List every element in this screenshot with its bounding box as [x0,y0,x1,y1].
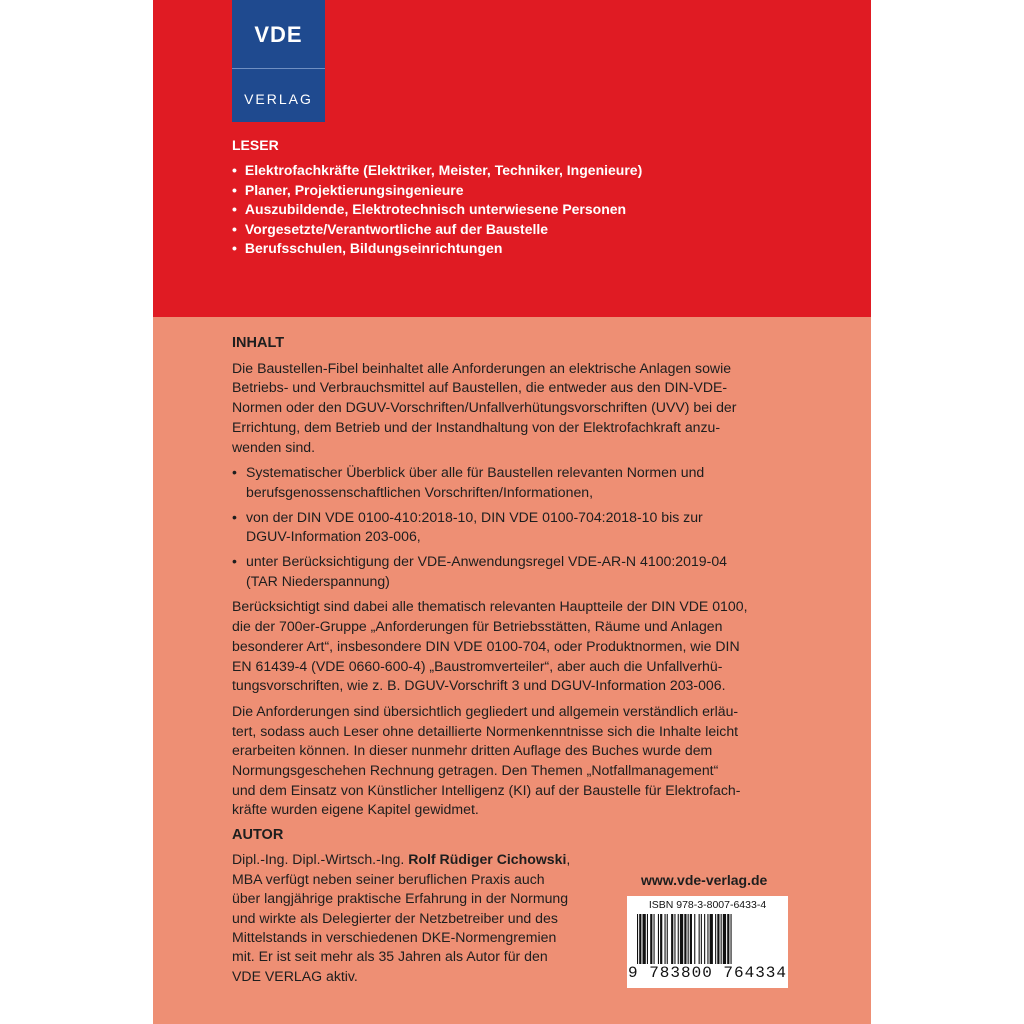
barcode-bar [727,914,729,964]
barcode-icon [635,914,780,964]
barcode-bar [658,914,659,964]
barcode-bar [680,914,683,964]
autor-bio: MBA verfügt neben seiner beruflichen Praxis auch über langjährige praktische Erfahrung in der Normung und wirkte als Delegierter der Netzbetreiber und des Mittelstands in verschiedenen DKE-Normengremien mit. Er ist seit mehr als 35 Jahren als Autor für den VDE VERLAG aktiv. [232,870,569,984]
barcode-bar [688,914,689,964]
autor-heading: AUTOR [232,827,284,843]
leser-item: • Berufsschulen, Bildungseinrichtungen [232,239,642,259]
barcode-bar [715,914,716,964]
barcode-bar [707,914,708,964]
inhalt-paragraph: Berücksichtigt sind dabei alle thematisch relevanten Hauptteile der DIN VDE 0100, die der 700er-Gruppe „Anforderungen für Betriebsstätten, Räume und Anlagen besonderer Art“, insbesondere DIN VDE 0100-704, oder Produktnormen, wie DIN EN 61439-4 (VDE 0660-600-4) „Baustromverteiler“, aber auch die Unfallverhü- tungsvorschriften, wie z. B. DGUV-Vorschrift 3 und DGUV-Information 203-006. [232,598,748,694]
barcode-bar [671,914,673,964]
inhalt-bullet: • von der DIN VDE 0100-410:2018-10, DIN VDE 0100-704:2018-10 bis zur DGUV-Information 203-006, [232,508,872,547]
barcode-bar [723,914,726,964]
barcode-bar [643,914,646,964]
barcode-bar [684,914,686,964]
barcode-bar [654,914,655,964]
leser-item: • Elektrofachkräfte (Elektriker, Meister, Techniker, Ingenieure) [232,161,642,181]
barcode-bar [694,914,695,964]
inhalt-bullet: • Systematischer Überblick über alle für Baustellen relevanten Normen und berufsgenossenschaftlichen Vorschriften/Informationen, [232,463,872,502]
book-back-cover [153,0,871,1024]
publisher-url[interactable]: www.vde-verlag.de [641,872,768,888]
barcode-bar [647,914,648,964]
barcode-bar [639,914,641,964]
isbn-barcode [627,896,788,988]
inhalt-section [232,334,872,826]
barcode-bar [710,914,713,964]
logo-divider [232,68,325,69]
leser-item: • Planer, Projektierungsingenieure [232,181,642,201]
leser-item: • Vorgesetzte/Verantwortliche auf der Baustelle [232,220,642,240]
logo-sub: VERLAG [244,91,313,107]
leser-heading: LESER [232,137,279,153]
leser-list [232,161,642,259]
barcode-bar [660,914,662,964]
barcode-bar [717,914,719,964]
barcode-bar [701,914,702,964]
isbn-digits: 9 783800 764334 [627,964,788,982]
autor-comma: , [566,851,571,868]
logo-brand: VDE [254,22,303,47]
barcode-bar [667,914,668,964]
autor-name: Rolf Rüdiger Cichowski [408,851,567,868]
vde-verlag-logo [232,0,325,122]
inhalt-paragraph: Die Anforderungen sind übersichtlich gegliedert und allgemein verständlich erläu- tert, sodass auch Leser ohne detaillierte Normenkenntnisse sich die Inhalte leicht erarbeiten können. In dieser nunmehr dritten Auflage des Buches wurde dem Normungsgeschehen Rechnung getragen. Den Themen „Notfallmanagement“ und dem Einsatz von Künstlicher Intelligenz (KI) auf der Baustelle für Elektrofach- kräfte wurden eigene Kapitel gewidmet. [232,702,741,818]
barcode-bar [690,914,692,964]
inhalt-heading: INHALT [232,335,285,351]
inhalt-intro: Die Baustellen-Fibel beinhaltet alle Anforderungen an elektrische Anlagen sowie Betriebs- und Verbrauchsmittel auf Baustellen, die entweder aus den DIN-VDE- Normen oder den DGUV-Vorschriften/Unfallverhütungsvorschriften (UVV) bei der Errichtung, dem Betrieb und der Instandhaltung von der Elektrofachkraft anzu- wenden sind. [232,359,737,455]
autor-title: Dipl.-Ing. Dipl.-Wirtsch.-Ing. [232,851,409,868]
barcode-bar [650,914,652,964]
inhalt-bullet: • unter Berücksichtigung der VDE-Anwendungsregel VDE-AR-N 4100:2019-04 (TAR Niederspannung) [232,552,872,591]
barcode-bar [731,914,732,964]
leser-item: • Auszubildende, Elektrotechnisch unterwiesene Personen [232,200,642,220]
leser-section [232,137,642,259]
autor-section [232,826,612,986]
barcode-bar [678,914,679,964]
isbn-label: ISBN 978-3-8007-6433-4 [648,899,767,911]
barcode-bar [721,914,722,964]
barcode-bar [637,914,638,964]
barcode-bar [665,914,666,964]
autor-first-line [232,850,612,869]
inhalt-bullets [232,463,872,591]
red-header-panel [153,0,871,317]
barcode-bar [674,914,675,964]
barcode-bar [704,914,705,964]
barcode-bar [699,914,700,964]
